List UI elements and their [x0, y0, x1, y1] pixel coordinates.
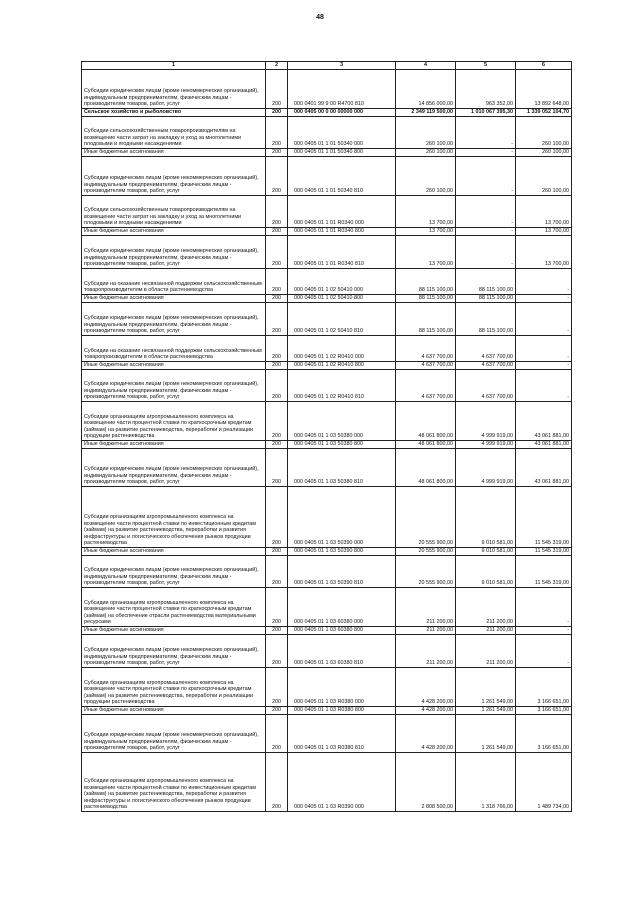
table-row: [82, 486, 572, 547]
row-approved-cell: 88 115 100,00: [396, 294, 456, 302]
table-row: [82, 706, 572, 714]
row-executed-cell: -: [456, 195, 516, 227]
row-kbk-cell: 000 0405 01 1 02 R0410 810: [288, 369, 396, 401]
budget-table: [81, 61, 572, 812]
table-body: [82, 62, 572, 812]
row-code-cell: 200: [266, 335, 288, 361]
row-name-cell: Субсидии юридическим лицам (кроме некоммерческих организаций), индивидуальным предпринимателям, физическим лицам - производителям товаров, работ, услуг: [82, 369, 266, 401]
row-executed-cell: 4 637 700,00: [456, 361, 516, 369]
row-unexecuted-cell: 11 545 319,00: [516, 547, 572, 555]
row-kbk-cell: 000 0405 01 1 03 60380 000: [288, 587, 396, 626]
table-row: [82, 268, 572, 294]
row-code-cell: 200: [266, 227, 288, 235]
row-executed-cell: 88 115 100,00: [456, 294, 516, 302]
row-approved-cell: 48 061 800,00: [396, 401, 456, 440]
row-unexecuted-cell: 11 545 319,00: [516, 486, 572, 547]
row-name-cell: Субсидии организациям агропромышленного комплекса на возмещение части процентной ставки по инвестиционным кредитам (займам) на развитие растениеводства, переработки и развития инфраструктуры и логистического обеспечения рынков продукции растениеводства: [82, 752, 266, 811]
row-unexecuted-cell: 13 700,00: [516, 227, 572, 235]
row-kbk-cell: 000 0405 01 1 03 60380 800: [288, 626, 396, 634]
row-unexecuted-cell: 1 339 052 104,70: [516, 108, 572, 116]
row-executed-cell: 4 999 919,00: [456, 401, 516, 440]
row-name-cell: Субсидии юридическим лицам (кроме некоммерческих организаций), индивидуальным предпринимателям, физическим лицам - производителям товаров, работ, услуг: [82, 302, 266, 335]
row-unexecuted-cell: 260 100,00: [516, 156, 572, 195]
row-name-cell: Субсидии юридическим лицам (кроме некоммерческих организаций), индивидуальным предпринимателям, физическим лицам - производителям товаров, работ, услуг: [82, 448, 266, 486]
row-approved-cell: 4 428 200,00: [396, 714, 456, 752]
table-row: [82, 294, 572, 302]
row-executed-cell: 4 999 919,00: [456, 440, 516, 448]
row-code-cell: 200: [266, 448, 288, 486]
row-code-cell: 200: [266, 294, 288, 302]
row-name-cell: Субсидии юридическим лицам (кроме некоммерческих организаций), индивидуальным предпринимателям, физическим лицам - производителям товаров, работ, услуг: [82, 555, 266, 587]
row-code-cell: 200: [266, 440, 288, 448]
row-code-cell: 200: [266, 361, 288, 369]
row-approved-cell: 2 808 500,00: [396, 752, 456, 811]
row-name-cell: Субсидии юридическим лицам (кроме некоммерческих организаций), индивидуальным предпринимателям, физическим лицам - производителям товаров, работ, услуг: [82, 714, 266, 752]
table-row: [82, 448, 572, 486]
row-approved-cell: 260 100,00: [396, 116, 456, 148]
row-unexecuted-cell: -: [516, 361, 572, 369]
row-code-cell: 200: [266, 587, 288, 626]
row-unexecuted-cell: 1 489 734,00: [516, 752, 572, 811]
row-approved-cell: 260 100,00: [396, 156, 456, 195]
row-code-cell: 200: [266, 714, 288, 752]
row-executed-cell: 1 010 067 395,30: [456, 108, 516, 116]
row-approved-cell: 13 700,00: [396, 235, 456, 268]
row-unexecuted-cell: 11 545 319,00: [516, 555, 572, 587]
column-header: 1: [82, 62, 266, 70]
row-approved-cell: 20 555 900,00: [396, 547, 456, 555]
row-name-cell: Субсидии на оказание несвязанной поддержки сельскохозяйственным товаропроизводителям в области растениеводства: [82, 335, 266, 361]
row-name-cell: Иные бюджетные ассигнования: [82, 148, 266, 156]
row-code-cell: 200: [266, 116, 288, 148]
table-row: [82, 148, 572, 156]
column-header: 5: [456, 62, 516, 70]
row-code-cell: 200: [266, 401, 288, 440]
row-code-cell: 200: [266, 235, 288, 268]
row-name-cell: Субсидии сельскохозяйственным товаропроизводителям на возмещение части затрат на закладку и уход за многолетними плодовыми и ягодными насаждениями: [82, 116, 266, 148]
row-executed-cell: 211 200,00: [456, 634, 516, 667]
row-unexecuted-cell: 43 061 881,00: [516, 448, 572, 486]
table-row: [82, 555, 572, 587]
row-name-cell: Субсидии на оказание несвязанной поддержки сельскохозяйственным товаропроизводителям в области растениеводства: [82, 268, 266, 294]
row-approved-cell: 4 637 700,00: [396, 369, 456, 401]
table-row: [82, 235, 572, 268]
row-approved-cell: 20 555 900,00: [396, 486, 456, 547]
table-row: [82, 752, 572, 811]
row-kbk-cell: 000 0405 01 1 02 50410 000: [288, 268, 396, 294]
row-approved-cell: 211 200,00: [396, 634, 456, 667]
row-code-cell: 200: [266, 69, 288, 108]
row-approved-cell: 211 200,00: [396, 626, 456, 634]
row-kbk-cell: 000 0405 01 1 03 R0380 000: [288, 667, 396, 706]
row-name-cell: Иные бюджетные ассигнования: [82, 294, 266, 302]
row-executed-cell: -: [456, 235, 516, 268]
table-row: [82, 634, 572, 667]
table-row: [82, 69, 572, 108]
page-number: 48: [316, 14, 324, 21]
row-approved-cell: 4 637 700,00: [396, 335, 456, 361]
row-name-cell: Субсидии организациям агропромышленного комплекса на возмещение части процентной ставки по краткосрочным кредитам (займам) на развитие растениеводства, переработки и реализации продукции растениеводства: [82, 401, 266, 440]
row-kbk-cell: 000 0405 00 0 00 00000 000: [288, 108, 396, 116]
row-unexecuted-cell: -: [516, 587, 572, 626]
row-unexecuted-cell: 260 100,00: [516, 148, 572, 156]
row-kbk-cell: 000 0405 01 1 03 R0380 810: [288, 714, 396, 752]
row-name-cell: Сельское хозяйство и рыболовство: [82, 108, 266, 116]
row-code-cell: 200: [266, 268, 288, 294]
row-kbk-cell: 000 0405 01 1 02 R0410 800: [288, 361, 396, 369]
row-approved-cell: 14 856 000,00: [396, 69, 456, 108]
column-header: 2: [266, 62, 288, 70]
table-row: [82, 195, 572, 227]
row-kbk-cell: 000 0405 01 1 02 R0410 000: [288, 335, 396, 361]
row-code-cell: 200: [266, 752, 288, 811]
row-approved-cell: 48 061 800,00: [396, 448, 456, 486]
row-kbk-cell: 000 0405 01 1 03 R0390 000: [288, 752, 396, 811]
row-unexecuted-cell: -: [516, 302, 572, 335]
row-unexecuted-cell: 43 061 881,00: [516, 401, 572, 440]
row-executed-cell: 1 261 549,00: [456, 706, 516, 714]
row-code-cell: 200: [266, 156, 288, 195]
row-approved-cell: 13 700,00: [396, 195, 456, 227]
row-executed-cell: 211 200,00: [456, 587, 516, 626]
row-kbk-cell: 000 0405 01 1 01 R0340 810: [288, 235, 396, 268]
row-code-cell: 200: [266, 555, 288, 587]
table-row: [82, 667, 572, 706]
row-kbk-cell: 000 0405 01 1 03 60380 810: [288, 634, 396, 667]
row-executed-cell: 1 261 549,00: [456, 667, 516, 706]
table-row: [82, 626, 572, 634]
table-row: [82, 335, 572, 361]
row-name-cell: Иные бюджетные ассигнования: [82, 547, 266, 555]
row-kbk-cell: 000 0405 01 1 03 50380 800: [288, 440, 396, 448]
row-executed-cell: 963 352,00: [456, 69, 516, 108]
row-executed-cell: 4 637 700,00: [456, 335, 516, 361]
row-name-cell: Субсидии сельскохозяйственным товаропроизводителям на возмещение части затрат на закладку и уход за многолетними плодовыми и ягодными насаждениями: [82, 195, 266, 227]
row-kbk-cell: 000 0405 01 1 01 50340 810: [288, 156, 396, 195]
row-name-cell: Субсидии организациям агропромышленного комплекса на возмещение части процентной ставки по инвестиционным кредитам (займам) на развитие растениеводства, переработки и развития инфраструктуры и логистического обеспечения рынков продукции растениеводства: [82, 486, 266, 547]
row-executed-cell: 4 637 700,00: [456, 369, 516, 401]
column-header: 4: [396, 62, 456, 70]
table-row: [82, 156, 572, 195]
row-executed-cell: -: [456, 116, 516, 148]
row-unexecuted-cell: 3 166 651,00: [516, 714, 572, 752]
table-row: [82, 401, 572, 440]
row-kbk-cell: 000 0405 01 1 01 50340 000: [288, 116, 396, 148]
row-kbk-cell: 000 0405 01 1 02 50410 810: [288, 302, 396, 335]
row-code-cell: 200: [266, 634, 288, 667]
row-name-cell: Иные бюджетные ассигнования: [82, 706, 266, 714]
row-unexecuted-cell: 13 700,00: [516, 195, 572, 227]
row-approved-cell: 88 115 100,00: [396, 268, 456, 294]
row-unexecuted-cell: -: [516, 369, 572, 401]
row-executed-cell: 4 999 919,00: [456, 448, 516, 486]
table-row: [82, 547, 572, 555]
row-kbk-cell: 000 0405 01 1 03 50390 800: [288, 547, 396, 555]
row-kbk-cell: 000 0405 01 1 01 50340 800: [288, 148, 396, 156]
row-name-cell: Субсидии юридическим лицам (кроме некоммерческих организаций), индивидуальным предпринимателям, физическим лицам - производителям товаров, работ, услуг: [82, 634, 266, 667]
row-code-cell: 200: [266, 486, 288, 547]
row-approved-cell: 260 100,00: [396, 148, 456, 156]
row-kbk-cell: 000 0405 01 1 03 50380 000: [288, 401, 396, 440]
row-kbk-cell: 000 0405 01 1 03 R0380 800: [288, 706, 396, 714]
table-row: [82, 369, 572, 401]
row-code-cell: 200: [266, 195, 288, 227]
row-unexecuted-cell: 43 061 881,00: [516, 440, 572, 448]
table-row: [82, 116, 572, 148]
row-code-cell: 200: [266, 108, 288, 116]
row-unexecuted-cell: 3 166 651,00: [516, 667, 572, 706]
column-header: 3: [288, 62, 396, 70]
row-name-cell: Субсидии организациям агропромышленного комплекса на возмещение части процентной ставки по краткосрочным кредитам (займам) на обеспечение отрасли растениеводства материальными ресурсами: [82, 587, 266, 626]
row-code-cell: 200: [266, 706, 288, 714]
row-approved-cell: 211 200,00: [396, 587, 456, 626]
row-unexecuted-cell: -: [516, 335, 572, 361]
row-unexecuted-cell: 13 700,00: [516, 235, 572, 268]
row-executed-cell: -: [456, 156, 516, 195]
row-kbk-cell: 000 0401 99 9 00 R4700 810: [288, 69, 396, 108]
row-executed-cell: 211 200,00: [456, 626, 516, 634]
row-unexecuted-cell: -: [516, 626, 572, 634]
table-row: [82, 440, 572, 448]
row-name-cell: Иные бюджетные ассигнования: [82, 227, 266, 235]
table-row: [82, 587, 572, 626]
row-code-cell: 200: [266, 302, 288, 335]
row-code-cell: 200: [266, 667, 288, 706]
table-row: [82, 714, 572, 752]
table-row: [82, 302, 572, 335]
row-unexecuted-cell: 13 892 648,00: [516, 69, 572, 108]
row-approved-cell: 20 555 900,00: [396, 555, 456, 587]
header-row: [82, 62, 572, 70]
row-name-cell: Иные бюджетные ассигнования: [82, 626, 266, 634]
row-name-cell: Субсидии юридическим лицам (кроме некоммерческих организаций), индивидуальным предпринимателям, физическим лицам - производителям товаров, работ, услуг: [82, 156, 266, 195]
row-name-cell: Субсидии юридическим лицам (кроме некоммерческих организаций), индивидуальным предпринимателям, физическим лицам - производителям товаров, работ, услуг: [82, 69, 266, 108]
row-kbk-cell: 000 0405 01 1 03 50380 810: [288, 448, 396, 486]
table-row: [82, 227, 572, 235]
row-executed-cell: 9 010 581,00: [456, 547, 516, 555]
row-unexecuted-cell: 3 166 651,00: [516, 706, 572, 714]
row-kbk-cell: 000 0405 01 1 02 50410 800: [288, 294, 396, 302]
table-row: [82, 108, 572, 116]
row-kbk-cell: 000 0405 01 1 03 50390 810: [288, 555, 396, 587]
row-executed-cell: 9 010 581,00: [456, 486, 516, 547]
row-executed-cell: 1 318 766,00: [456, 752, 516, 811]
row-executed-cell: -: [456, 148, 516, 156]
row-executed-cell: 1 261 549,00: [456, 714, 516, 752]
row-executed-cell: 88 115 100,00: [456, 268, 516, 294]
row-unexecuted-cell: -: [516, 294, 572, 302]
row-code-cell: 200: [266, 369, 288, 401]
row-executed-cell: 88 115 100,00: [456, 302, 516, 335]
row-approved-cell: 4 428 200,00: [396, 667, 456, 706]
row-kbk-cell: 000 0405 01 1 01 R0340 800: [288, 227, 396, 235]
row-approved-cell: 13 700,00: [396, 227, 456, 235]
row-unexecuted-cell: -: [516, 634, 572, 667]
row-name-cell: Субсидии организациям агропромышленного комплекса на возмещение части процентной ставки по краткосрочным кредитам (займам) на развитие растениеводства, переработки и реализации продукции растениеводства: [82, 667, 266, 706]
row-unexecuted-cell: 260 100,00: [516, 116, 572, 148]
column-header: 6: [516, 62, 572, 70]
row-name-cell: Субсидии юридическим лицам (кроме некоммерческих организаций), индивидуальным предпринимателям, физическим лицам - производителям товаров, работ, услуг: [82, 235, 266, 268]
row-code-cell: 200: [266, 148, 288, 156]
row-name-cell: Иные бюджетные ассигнования: [82, 440, 266, 448]
table-row: [82, 361, 572, 369]
row-executed-cell: -: [456, 227, 516, 235]
row-approved-cell: 48 061 800,00: [396, 440, 456, 448]
row-kbk-cell: 000 0405 01 1 01 R0340 000: [288, 195, 396, 227]
row-approved-cell: 2 349 119 500,00: [396, 108, 456, 116]
row-unexecuted-cell: -: [516, 268, 572, 294]
row-approved-cell: 88 115 100,00: [396, 302, 456, 335]
row-name-cell: Иные бюджетные ассигнования: [82, 361, 266, 369]
row-code-cell: 200: [266, 626, 288, 634]
row-code-cell: 200: [266, 547, 288, 555]
row-approved-cell: 4 428 200,00: [396, 706, 456, 714]
row-kbk-cell: 000 0405 01 1 03 50390 000: [288, 486, 396, 547]
row-approved-cell: 4 637 700,00: [396, 361, 456, 369]
row-executed-cell: 9 010 581,00: [456, 555, 516, 587]
